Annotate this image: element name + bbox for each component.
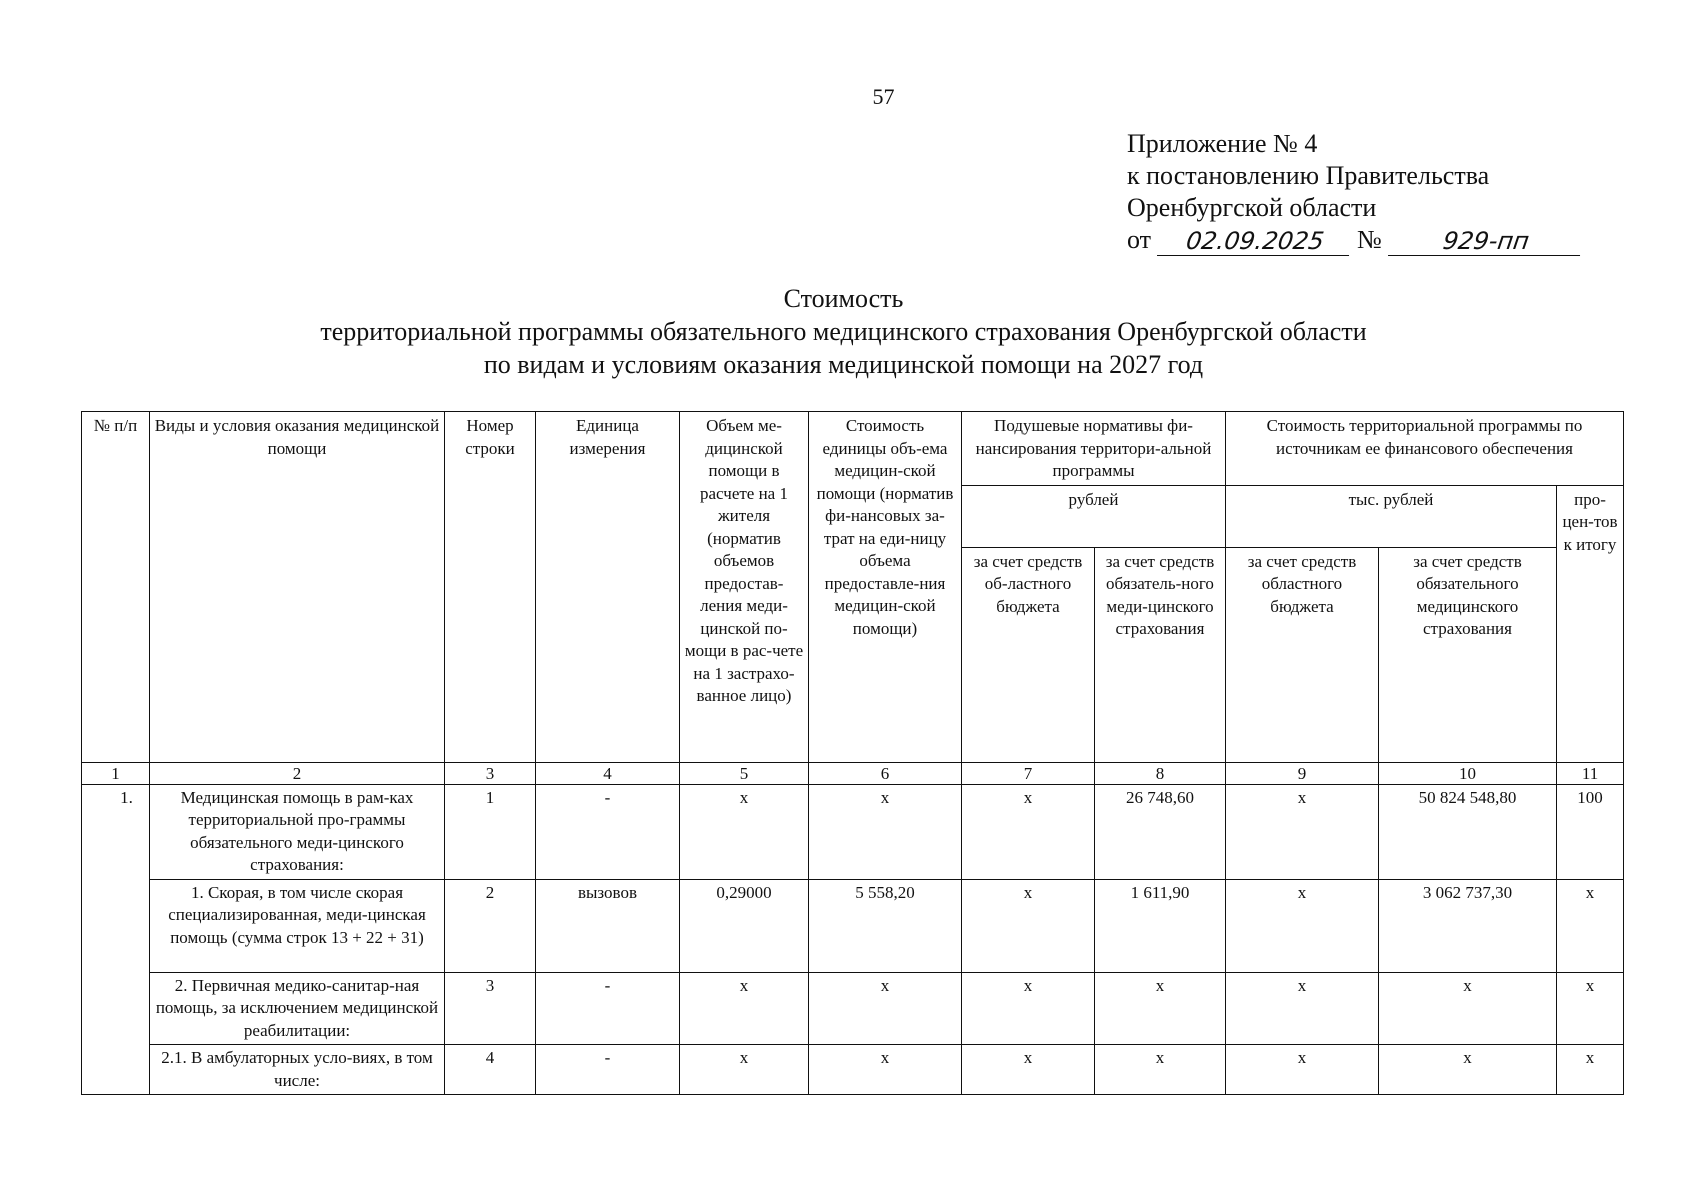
row-oms-rub: 26 748,60 xyxy=(1095,784,1226,879)
row-unit-cost: х xyxy=(809,784,962,879)
col-number: 11 xyxy=(1557,762,1624,784)
row-name: 1. Скорая, в том числе скорая специализированная, меди-цинская помощь (сумма строк 13 + 22 + 31) xyxy=(150,879,445,972)
col-number: 10 xyxy=(1379,762,1557,784)
row-unit-cost: х xyxy=(809,1045,962,1095)
header-types: Виды и условия оказания медицинской помощи xyxy=(150,412,445,763)
row-regional-thousand: х xyxy=(1226,972,1379,1045)
header-volume: Объем ме-дицинской помощи в расчете на 1 жителя (норматив объемов предостав-ления меди-цинской по-мощи в рас-чете на 1 застрахо-ванное лицо) xyxy=(680,412,809,763)
row-regional-thousand: х xyxy=(1226,784,1379,879)
row-line-number: 1 xyxy=(445,784,536,879)
handwritten-date: 02.09.2025 xyxy=(1157,227,1353,256)
row-percent: х xyxy=(1557,879,1624,972)
title-line-3: по видам и условиям оказания медицинской помощи на 2027 год xyxy=(483,350,1204,379)
col-number: 2 xyxy=(150,762,445,784)
header-rubles: рублей xyxy=(962,485,1226,547)
row-regional-rub: х xyxy=(962,972,1095,1045)
row-oms-rub: 1 611,90 xyxy=(1095,879,1226,972)
row-unit: - xyxy=(536,1045,680,1095)
row-volume: х xyxy=(680,784,809,879)
col-number: 3 xyxy=(445,762,536,784)
title-line-2: территориальной программы обязательного медицинского страхования Оренбургской области xyxy=(320,317,1367,346)
row-volume: 0,29000 xyxy=(680,879,809,972)
table-row xyxy=(82,972,1624,1045)
col-number: 4 xyxy=(536,762,680,784)
row-regional-thousand: х xyxy=(1226,1045,1379,1095)
row-unit-cost: 5 558,20 xyxy=(809,879,962,972)
cost-table xyxy=(81,411,1624,1095)
header-unit: Единица измерения xyxy=(536,412,680,763)
header-program-cost-group: Стоимость территориальной программы по источникам ее финансового обеспечения xyxy=(1226,412,1624,486)
row-line-number: 3 xyxy=(445,972,536,1045)
header-oms-rub: за счет средств обязатель-ного меди-цинского страхования xyxy=(1095,547,1226,762)
row-line-number: 4 xyxy=(445,1045,536,1095)
from-label: от xyxy=(1127,225,1152,254)
col-number: 8 xyxy=(1095,762,1226,784)
row-no: 1. xyxy=(82,784,150,1095)
row-percent: х xyxy=(1557,972,1624,1045)
col-number: 6 xyxy=(809,762,962,784)
row-oms-thousand: х xyxy=(1379,1045,1557,1095)
col-number: 1 xyxy=(82,762,150,784)
row-oms-rub: х xyxy=(1095,1045,1226,1095)
header-oms-thousand: за счет средств обязательного медицинского страхования xyxy=(1379,547,1557,762)
row-regional-thousand: х xyxy=(1226,879,1379,972)
row-unit-cost: х xyxy=(809,972,962,1045)
row-name: 2.1. В амбулаторных усло-виях, в том числе: xyxy=(150,1045,445,1095)
row-unit: вызовов xyxy=(536,879,680,972)
header-unit-cost: Стоимость единицы объ-ема медицин-ской помощи (норматив фи-нансовых за-трат на еди-ницу объема предоставле-ния медицин-ской помощи) xyxy=(809,412,962,763)
row-oms-thousand: 50 824 548,80 xyxy=(1379,784,1557,879)
row-name: Медицинская помощь в рам-ках территориальной про-граммы обязательного меди-цинского страхования: xyxy=(150,784,445,879)
header-percent: про-цен-тов к итогу xyxy=(1557,485,1624,762)
annex-line-1: Приложение № 4 xyxy=(1127,129,1318,158)
row-regional-rub: х xyxy=(962,1045,1095,1095)
row-percent: 100 xyxy=(1557,784,1624,879)
header-regional-budget-thousand: за счет средств областного бюджета xyxy=(1226,547,1379,762)
annex-line-2: к постановлению Правительства xyxy=(1127,161,1490,190)
header-line-number: Номер строки xyxy=(445,412,536,763)
row-oms-rub: х xyxy=(1095,972,1226,1045)
header-per-capita-group: Подушевые нормативы фи-нансирования территори-альной программы xyxy=(962,412,1226,486)
row-oms-thousand: 3 062 737,30 xyxy=(1379,879,1557,972)
row-regional-rub: х xyxy=(962,879,1095,972)
document-title xyxy=(0,282,1687,381)
table-row xyxy=(82,784,1624,879)
column-number-row xyxy=(82,762,1624,784)
handwritten-number: 929-пп xyxy=(1388,227,1584,256)
row-volume: х xyxy=(680,972,809,1045)
annex-line-3: Оренбургской области xyxy=(1127,193,1377,222)
row-name: 2. Первичная медико-санитар-ная помощь, за исключением медицинской реабилитации: xyxy=(150,972,445,1045)
col-number: 5 xyxy=(680,762,809,784)
row-volume: х xyxy=(680,1045,809,1095)
header-no: № п/п xyxy=(82,412,150,763)
row-line-number: 2 xyxy=(445,879,536,972)
table-row xyxy=(82,879,1624,972)
row-unit: - xyxy=(536,784,680,879)
header-thousand-rubles: тыс. рублей xyxy=(1226,485,1557,547)
row-unit: - xyxy=(536,972,680,1045)
row-regional-rub: х xyxy=(962,784,1095,879)
annex-block xyxy=(1127,128,1582,256)
number-label: № xyxy=(1357,225,1382,254)
page-number: 57 xyxy=(872,84,895,109)
row-oms-thousand: х xyxy=(1379,972,1557,1045)
header-regional-budget-rub: за счет средств об-ластного бюджета xyxy=(962,547,1095,762)
annex-date-row xyxy=(1127,224,1582,256)
col-number: 7 xyxy=(962,762,1095,784)
title-line-1: Стоимость xyxy=(783,284,904,313)
col-number: 9 xyxy=(1226,762,1379,784)
row-percent: х xyxy=(1557,1045,1624,1095)
table-row xyxy=(82,1045,1624,1095)
